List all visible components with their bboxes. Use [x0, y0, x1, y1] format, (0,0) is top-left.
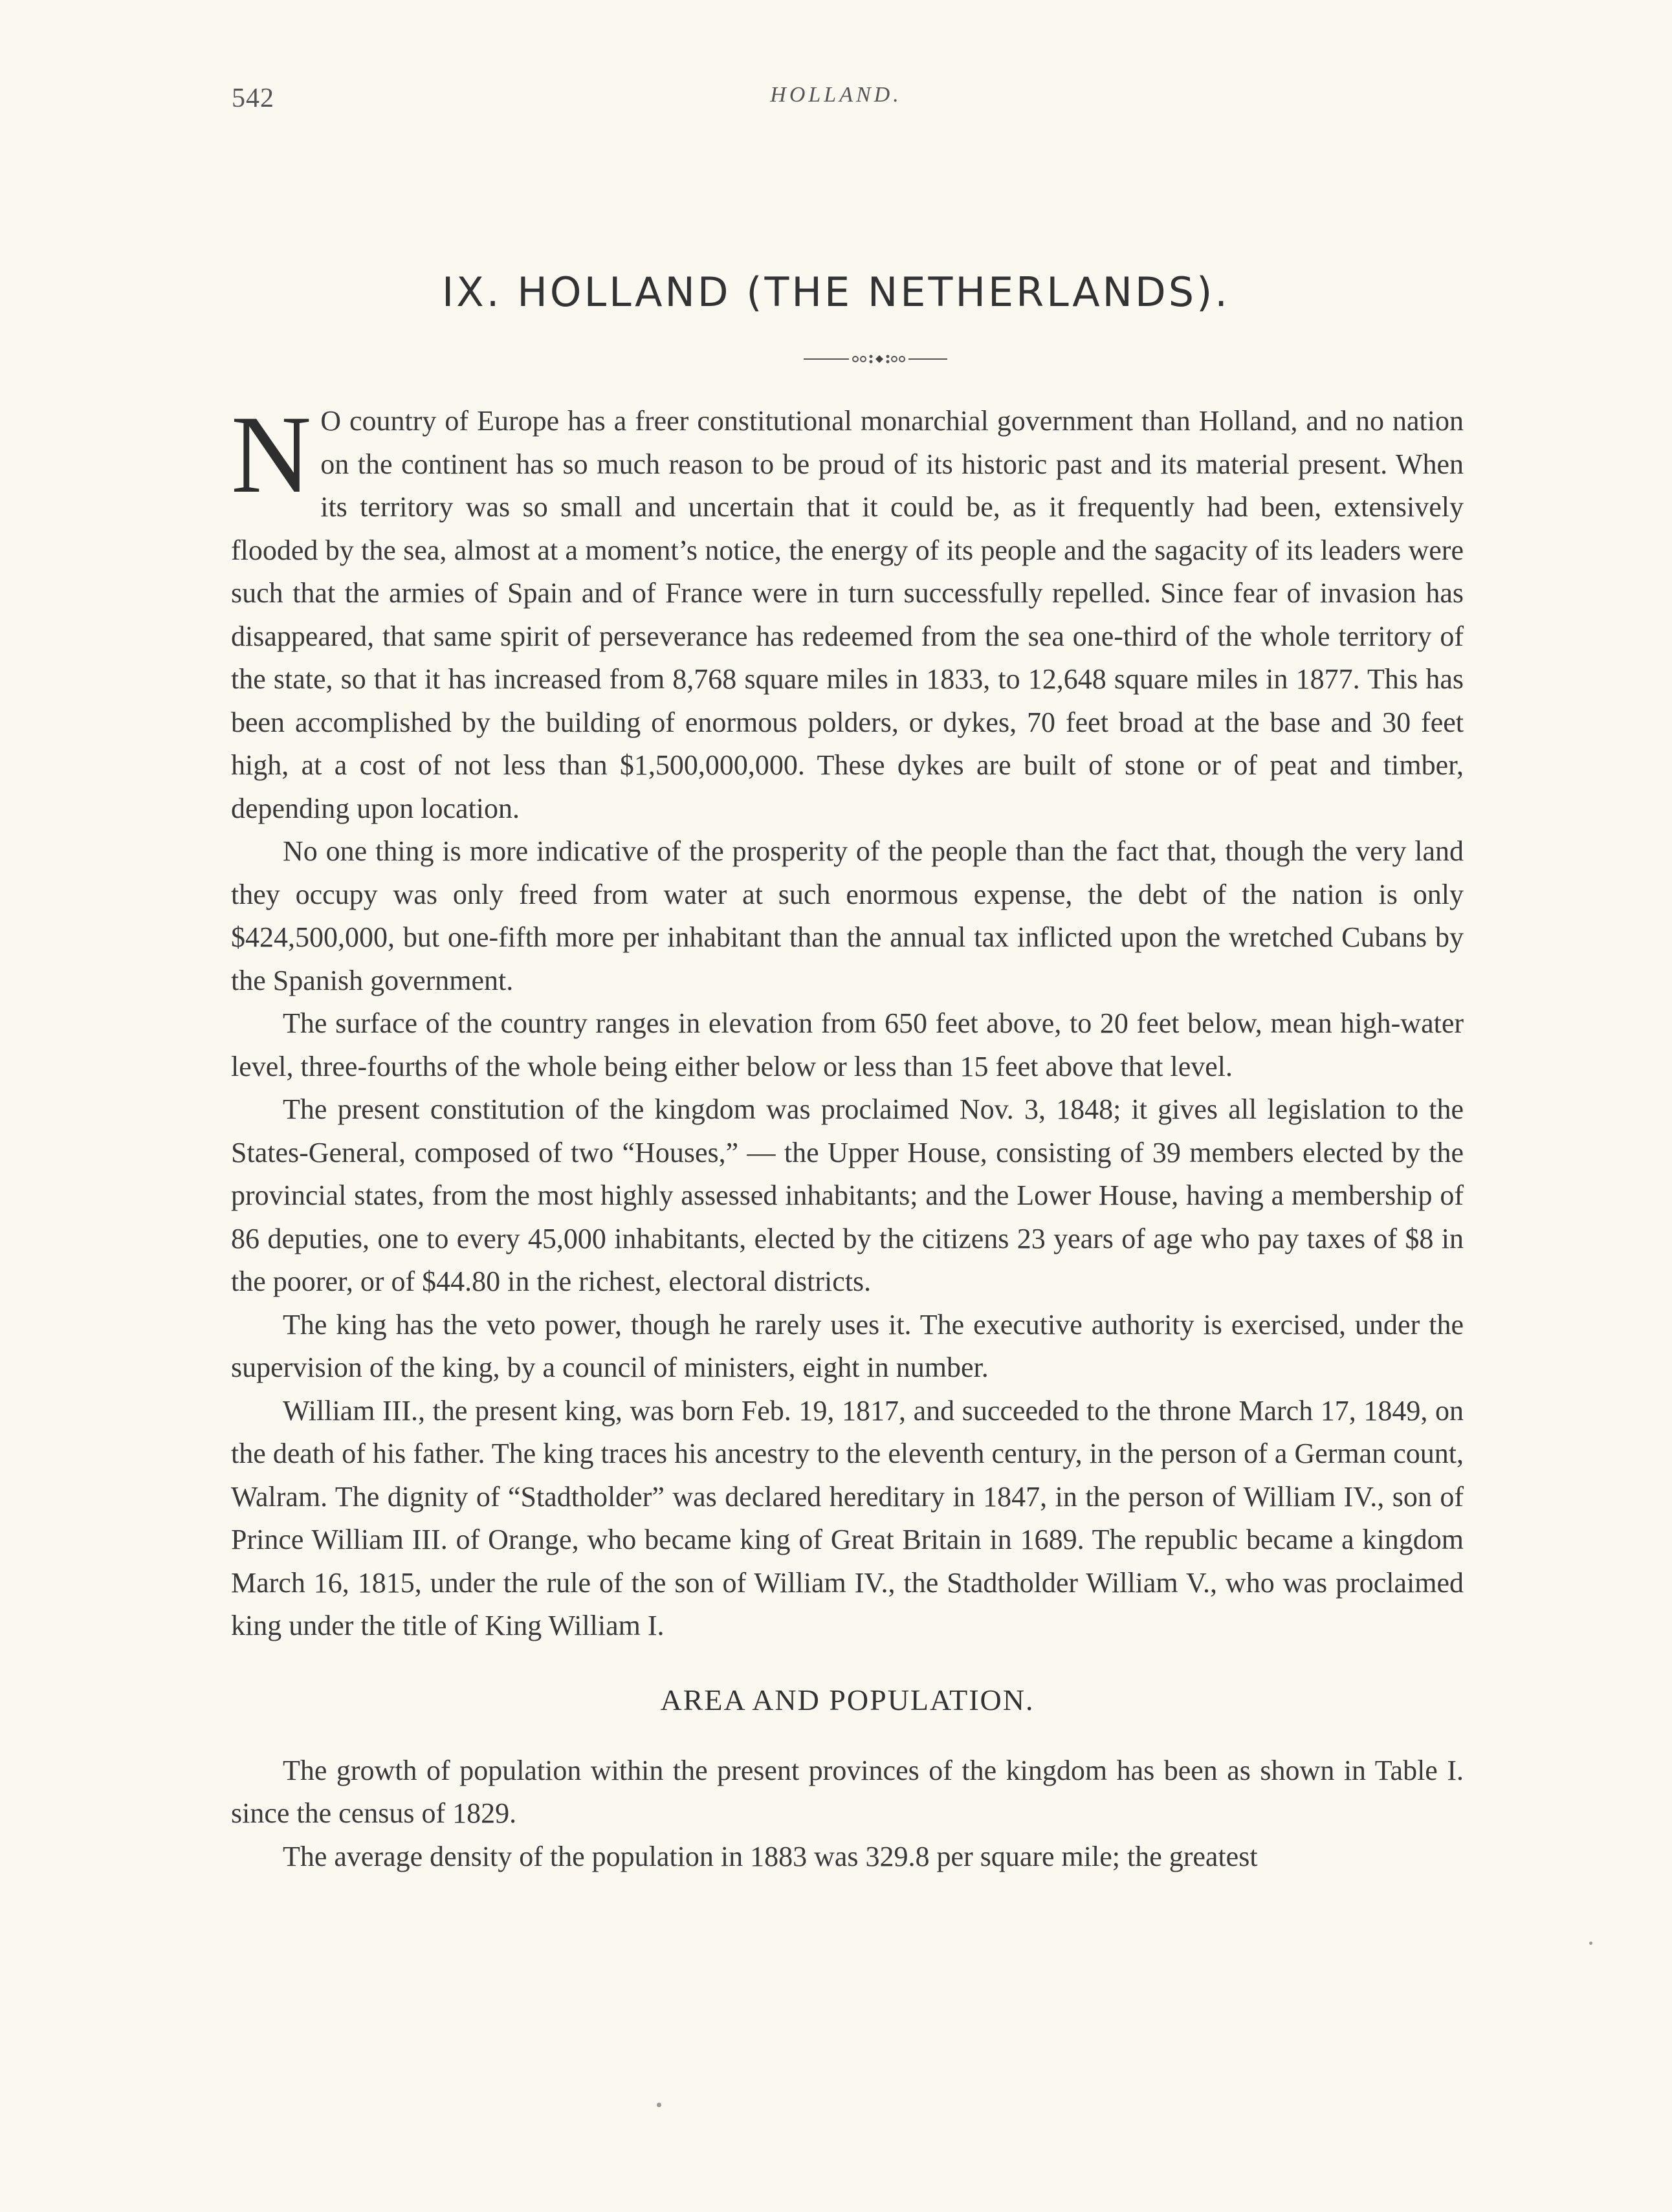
paper-speck: [657, 2103, 661, 2107]
drop-cap: N: [231, 393, 312, 516]
chapter-title: IX. HOLLAND (THE NETHERLANDS).: [442, 268, 1230, 316]
section-heading: AREA AND POPULATION.: [660, 1683, 1035, 1716]
paragraph-veto: The king has the veto power, though he rarely uses it. The executive authority is exercised, under the supervision of the king, by a council of ministers, eight in number.: [231, 1308, 1464, 1383]
paragraph-prosperity: No one thing is more indicative of the prosperity of the people than the fact that, though the very land they occupy was only freed from water at such enormous expense, the debt of the nation is only $424,500,000, but one-fifth more per inhabitant than the annual tax inflicted upon the wretched Cubans by the Spanish government.: [231, 835, 1464, 996]
paragraph-growth: The growth of population within the present provinces of the kingdom has been as shown in Table I. since the census of 1829.: [231, 1754, 1464, 1829]
paper-speck: [1589, 1942, 1592, 1945]
main-text: [231, 393, 1464, 1878]
paragraph-density: The average density of the population in 1883 was 329.8 per square mile; the greatest: [283, 1840, 1258, 1872]
ornament-divider: [804, 349, 947, 369]
paragraph-constitution: The present constitution of the kingdom was proclaimed Nov. 3, 1848; it gives all legislation to the States-General, composed of two “Houses,” — the Upper House, consisting of 39 members elected by the provincial states, from the most highly assessed inhabitants; and the Lower House, having a membership of 86 deputies, one to every 45,000 inhabitants, elected by the citizens 23 years of age who pay taxes of $8 in the poorer, or of $44.80 in the richest, electoral districts.: [231, 1093, 1464, 1297]
paragraph-surface: The surface of the country ranges in elevation from 650 feet above, to 20 feet below, mean high-water level, three-fourths of the whole being either below or less than 15 feet above that level.: [231, 1007, 1464, 1082]
paragraph-william-iii: William III., the present king, was born Feb. 19, 1817, and succeeded to the throne March 17, 1849, on the death of his father. The king traces his ancestry to the eleventh century, in the person of a German count, Walram. The dignity of “Stadtholder” was declared hereditary in 1847, in the person of William IV., son of Prince William III. of Orange, who became king of Great Britain in 1689. The republic became a kingdom March 16, 1815, under the rule of the son of William IV., the Stadtholder William V., who was proclaimed king under the title of King William I.: [231, 1394, 1464, 1641]
running-head: [0, 83, 1672, 122]
paragraph-intro: [231, 393, 1464, 830]
page-number: 542: [232, 83, 274, 113]
paragraph-intro-text: O country of Europe has a freer constitutional monarchial government than Holland, and no nation on the continent has so much reason to be proud of its historic past and its material present. When its territory was so small and uncertain that it could be, as it frequently had been, extensively flooded by the sea, almost at a moment’s notice, the energy of its people and the sagacity of its leaders were such that the armies of Spain and of France were in turn successfully repelled. Since fear of invasion has disappeared, that same spirit of perseverance has redeemed from the sea one-third of the whole territory of the state, so that it has increased from 8,768 square miles in 1833, to 12,648 square miles in 1877. This has been accomplished by the building of enormous polders, or dykes, 70 feet broad at the base and 30 feet high, at a cost of not less than $1,500,000,000. These dykes are built of stone or of peat and timber, depending upon location.: [231, 405, 1464, 824]
running-title: HOLLAND.: [770, 83, 902, 107]
